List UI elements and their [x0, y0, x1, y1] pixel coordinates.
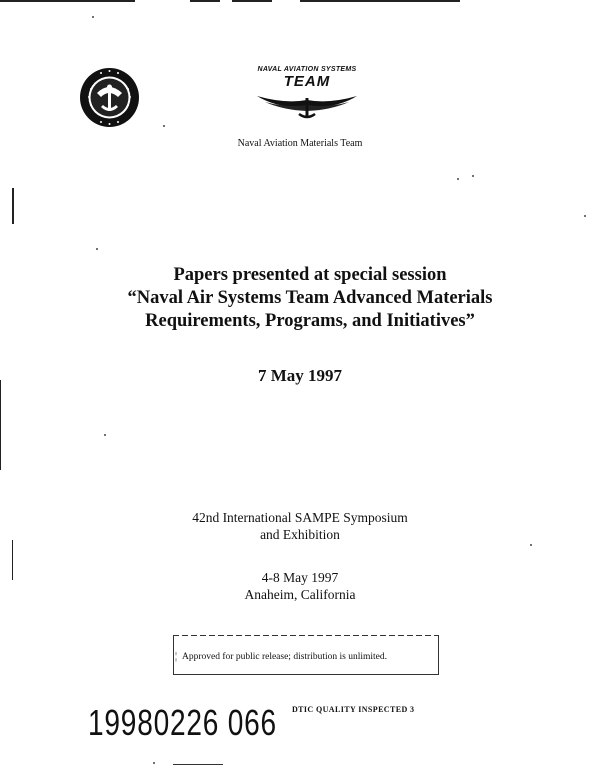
symposium-name — [0, 509, 600, 543]
document-number: 19980226 066 — [88, 702, 277, 743]
scan-speck — [472, 175, 474, 177]
top-border-line — [190, 0, 220, 2]
event-dates: 4-8 May 1997 — [261, 570, 339, 585]
session-date: 7 May 1997 — [257, 366, 343, 385]
navy-seal-emblem — [79, 67, 140, 128]
release-statement: Approved for public release; distribution is unlimited. — [182, 652, 388, 662]
margin-scan-mark — [12, 188, 14, 224]
main-title — [60, 264, 560, 333]
scan-speck — [584, 215, 586, 217]
title-line-3: Requirements, Programs, and Initiatives” — [145, 311, 475, 331]
event-location: Anaheim, California — [244, 587, 356, 602]
bottom-scan-line — [173, 764, 223, 765]
scan-speck — [153, 762, 155, 764]
top-border-line — [300, 0, 460, 2]
title-line-1: Papers presented at special session — [173, 265, 447, 285]
release-box-mark: ¦ — [175, 651, 178, 662]
quality-stamp: DTIC QUALITY INSPECTED 3 — [292, 705, 415, 714]
scan-speck — [104, 434, 106, 436]
top-border-line — [232, 0, 272, 2]
margin-scan-mark — [0, 380, 1, 470]
winged-anchor-icon — [255, 90, 359, 120]
title-line-2: “Naval Air Systems Team Advanced Materials — [127, 288, 493, 308]
logo-line-1: NAVAL AVIATION SYSTEMS — [257, 66, 357, 73]
scan-speck — [92, 16, 94, 18]
team-caption: Naval Aviation Materials Team — [237, 138, 363, 149]
scan-speck — [163, 125, 165, 127]
scan-speck — [457, 178, 459, 180]
top-border-line — [0, 0, 135, 2]
logo-line-2: TEAM — [283, 73, 331, 90]
scan-speck — [530, 544, 532, 546]
symposium-line-2: and Exhibition — [260, 527, 340, 542]
event-info — [0, 569, 600, 603]
naval-aviation-team-logo — [255, 64, 359, 124]
symposium-line-1: 42nd International SAMPE Symposium — [192, 510, 408, 525]
scan-speck — [96, 248, 98, 250]
